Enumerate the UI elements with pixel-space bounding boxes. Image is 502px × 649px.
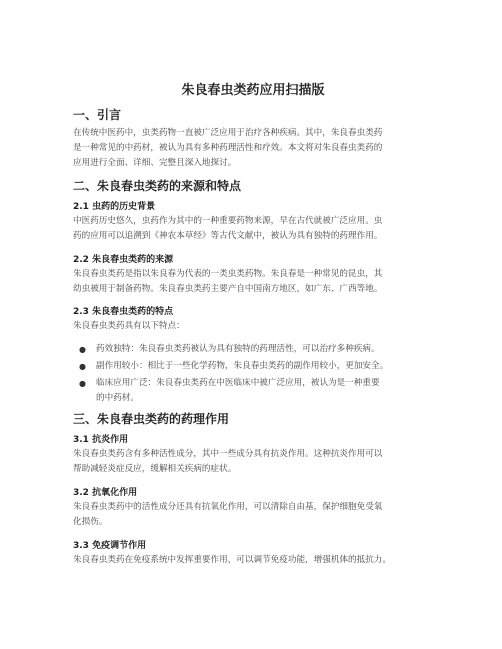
paragraph-line: 应用进行全面、详细、完整且深入地探讨。 [73, 158, 237, 168]
list-item [73, 342, 433, 357]
paragraph-line: 朱良春虫类药含有多种活性成分，其中一些成分具有抗炎作用。这种抗炎作用可以 [73, 449, 383, 459]
document-title: 朱良春虫类药应用扫描版 [181, 83, 325, 98]
features-list [73, 342, 433, 406]
history-paragraph [73, 214, 433, 244]
paragraph-line: 幼虫被用于制备药物。朱良春虫类药主要产自中国南方地区，如广东、广西等地。 [73, 284, 383, 294]
intro-paragraph [73, 126, 433, 171]
paragraph-line: 朱良春虫类药具有以下特点： [73, 321, 185, 331]
list-item-text: 的中药材。 [96, 393, 139, 403]
bullet-icon: ● [79, 379, 86, 388]
list-item-text: 临床应用广泛：朱良春虫类药在中医临床中被广泛应用，被认为是一种重要 [96, 378, 380, 388]
section-heading-intro: 一、引言 [73, 108, 122, 122]
subsection-heading-2-2: 2.2 朱良春虫类药的来源 [73, 255, 174, 265]
subsection-heading-3-1: 3.1 抗炎作用 [73, 435, 129, 445]
list-item [73, 376, 433, 406]
paragraph-line: 朱良春虫类药是指以朱良春为代表的一类虫类药物。朱良春是一种常见的昆虫，其 [73, 269, 383, 279]
section-heading-pharmacology: 三、朱良春虫类药的药理作用 [73, 412, 230, 426]
anti-inflammatory-paragraph [73, 447, 433, 477]
subsection-heading-2-3: 2.3 朱良春虫类药的特点 [73, 307, 174, 317]
paragraph-line: 在传统中医药中，虫类药物一直被广泛应用于治疗各种疾病。其中，朱良春虫类药 [73, 128, 383, 138]
paragraph-line: 朱良春虫类药中的活性成分还具有抗氧化作用，可以清除自由基，保护细胞免受氧 [73, 502, 383, 512]
section-heading-source: 二、朱良春虫类药的来源和特点 [73, 179, 242, 193]
source-paragraph [73, 267, 433, 297]
subsection-heading-2-1: 2.1 虫药的历史背景 [73, 202, 156, 212]
paragraph-line: 是一种常见的中药材，被认为具有多种药理活性和疗效。本文将对朱良春虫类药的 [73, 143, 383, 153]
antioxidant-paragraph [73, 500, 433, 530]
paragraph-line: 朱良春虫类药在免疫系统中发挥重要作用，可以调节免疫功能，增强机体的抵抗力。 [73, 555, 391, 565]
subsection-heading-3-3: 3.3 免疫调节作用 [73, 541, 147, 551]
subsection-heading-3-2: 3.2 抗氧化作用 [73, 488, 138, 498]
paragraph-line: 帮助减轻炎症反应，缓解相关疾病的症状。 [73, 464, 237, 474]
bullet-icon: ● [79, 362, 86, 371]
immune-paragraph [73, 553, 433, 568]
list-item-text: 副作用较小：相比于一些化学药物，朱良春虫类药的副作用较小，更加安全。 [96, 361, 389, 371]
features-intro-paragraph [73, 319, 433, 334]
bullet-icon: ● [79, 345, 86, 354]
list-item [73, 359, 433, 374]
paragraph-line: 药的应用可以追溯到《神农本草经》等古代文献中，被认为具有独特的药理作用。 [73, 231, 383, 241]
list-item-text: 药效独特：朱良春虫类药被认为具有独特的药理活性，可以治疗多种疾病。 [96, 344, 380, 354]
paragraph-line: 化损伤。 [73, 517, 108, 527]
paragraph-line: 中医药历史悠久，虫药作为其中的一种重要药物来源，早在古代就被广泛应用。虫 [73, 216, 383, 226]
